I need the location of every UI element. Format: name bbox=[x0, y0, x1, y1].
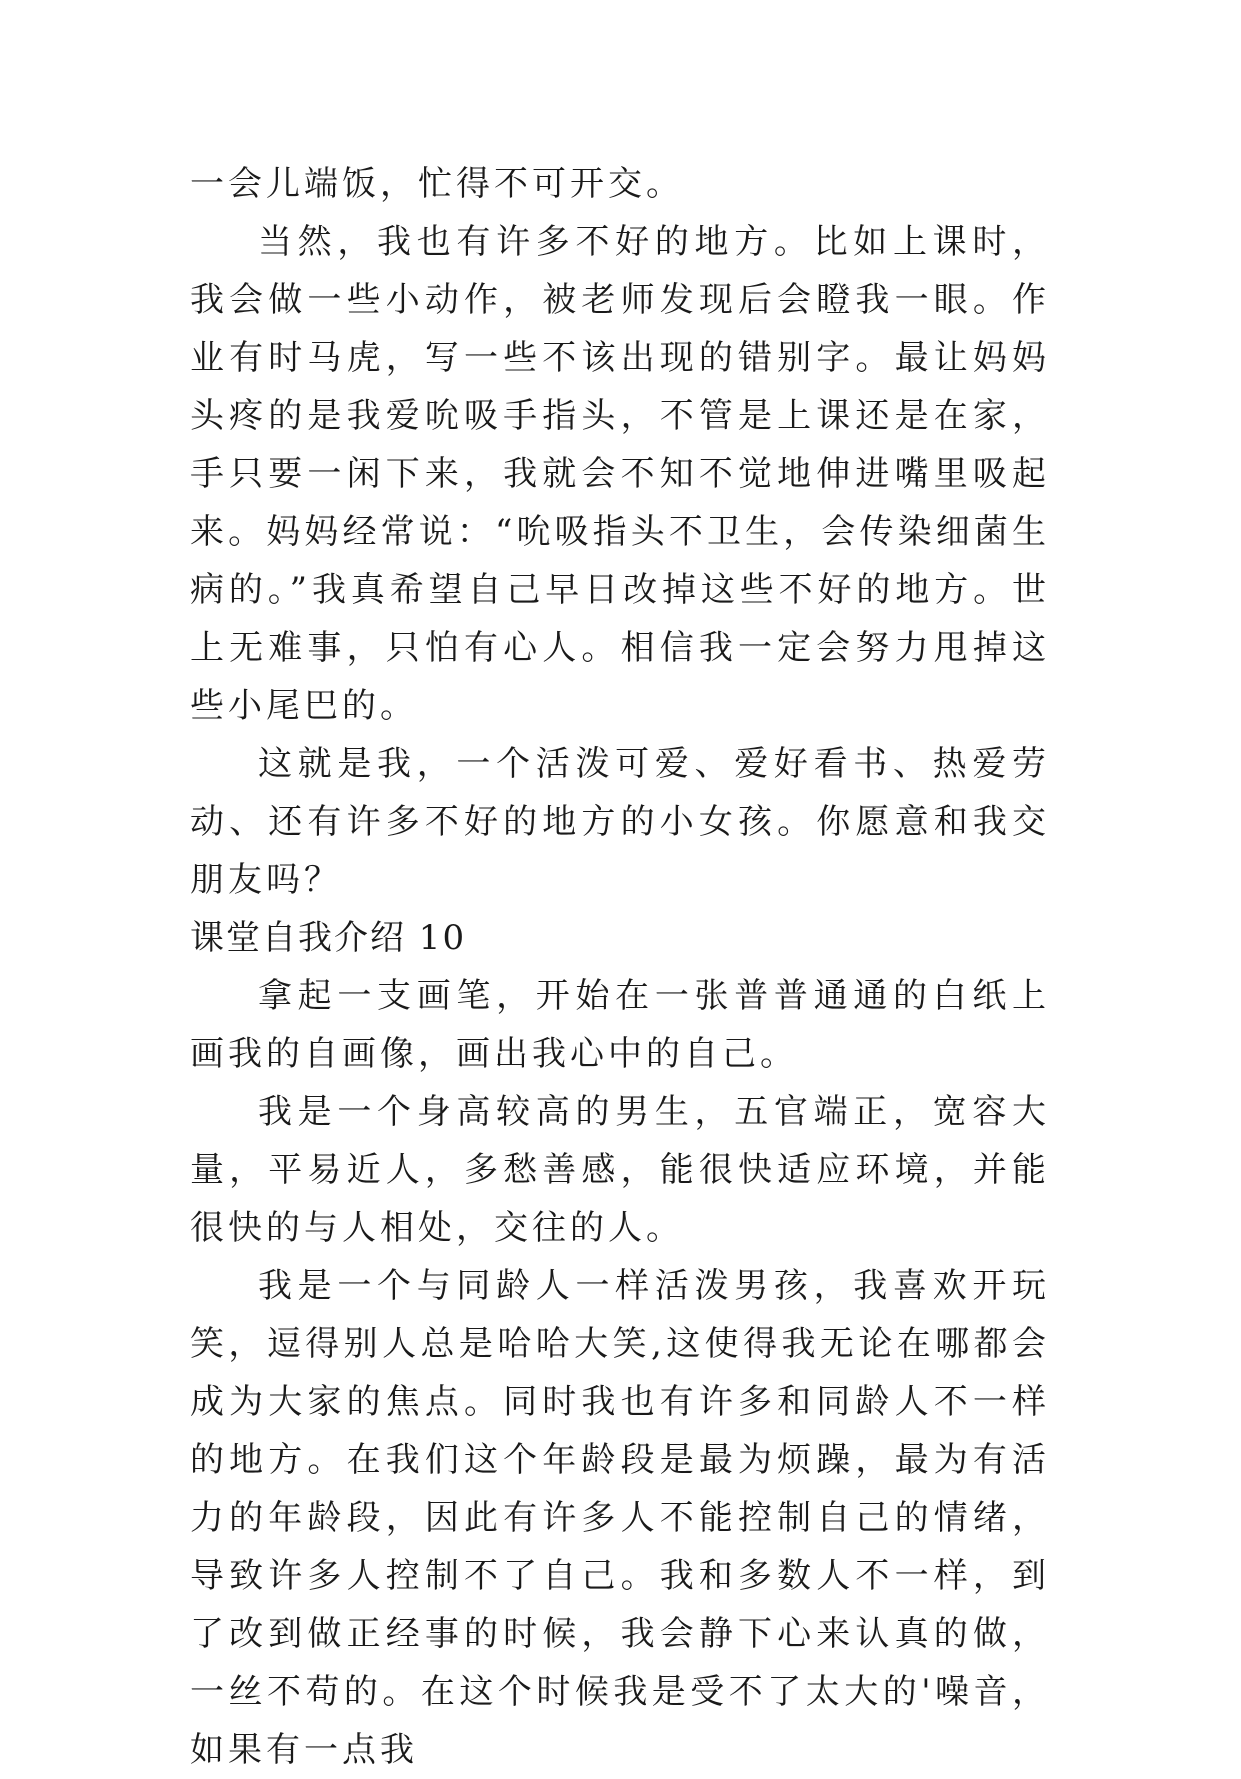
document-body bbox=[190, 155, 1050, 1779]
paragraph: 我是一个身高较高的男生，五官端正，宽容大量，平易近人，多愁善感，能很快适应环境，并能很快的与人相处，交往的人。 bbox=[190, 1092, 1050, 1248]
section-heading: 课堂自我介绍 10 bbox=[190, 918, 467, 958]
paragraph: 拿起一支画笔，开始在一张普普通通的白纸上画我的自画像，画出我心中的自己。 bbox=[190, 976, 1050, 1074]
paragraph: 这就是我，一个活泼可爱、爱好看书、热爱劳动、还有许多不好的地方的小女孩。你愿意和我交朋友吗？ bbox=[190, 744, 1050, 900]
paragraph: 我是一个与同龄人一样活泼男孩，我喜欢开玩笑，逗得别人总是哈哈大笑,这使得我无论在哪都会成为大家的焦点。同时我也有许多和同龄人不一样的地方。在我们这个年龄段是最为烦躁，最为有活力的年龄段，因此有许多人不能控制自己的情绪，导致许多人控制不了自己。我和多数人不一样，到了改到做正经事的时候，我会静下心来认真的做，一丝不苟的。在这个时候我是受不了太大的'噪音，如果有一点我 bbox=[190, 1266, 1050, 1770]
paragraph: 当然，我也有许多不好的地方。比如上课时，我会做一些小动作，被老师发现后会瞪我一眼。作业有时马虎，写一些不该出现的错别字。最让妈妈头疼的是我爱吮吸手指头，不管是上课还是在家，手只要一闲下来，我就会不知不觉地伸进嘴里吸起来。妈妈经常说：“吮吸指头不卫生，会传染细菌生病的。”我真希望自己早日改掉这些不好的地方。世上无难事，只怕有心人。相信我一定会努力甩掉这些小尾巴的。 bbox=[190, 222, 1050, 726]
paragraph: 一会儿端饭，忙得不可开交。 bbox=[190, 164, 684, 204]
